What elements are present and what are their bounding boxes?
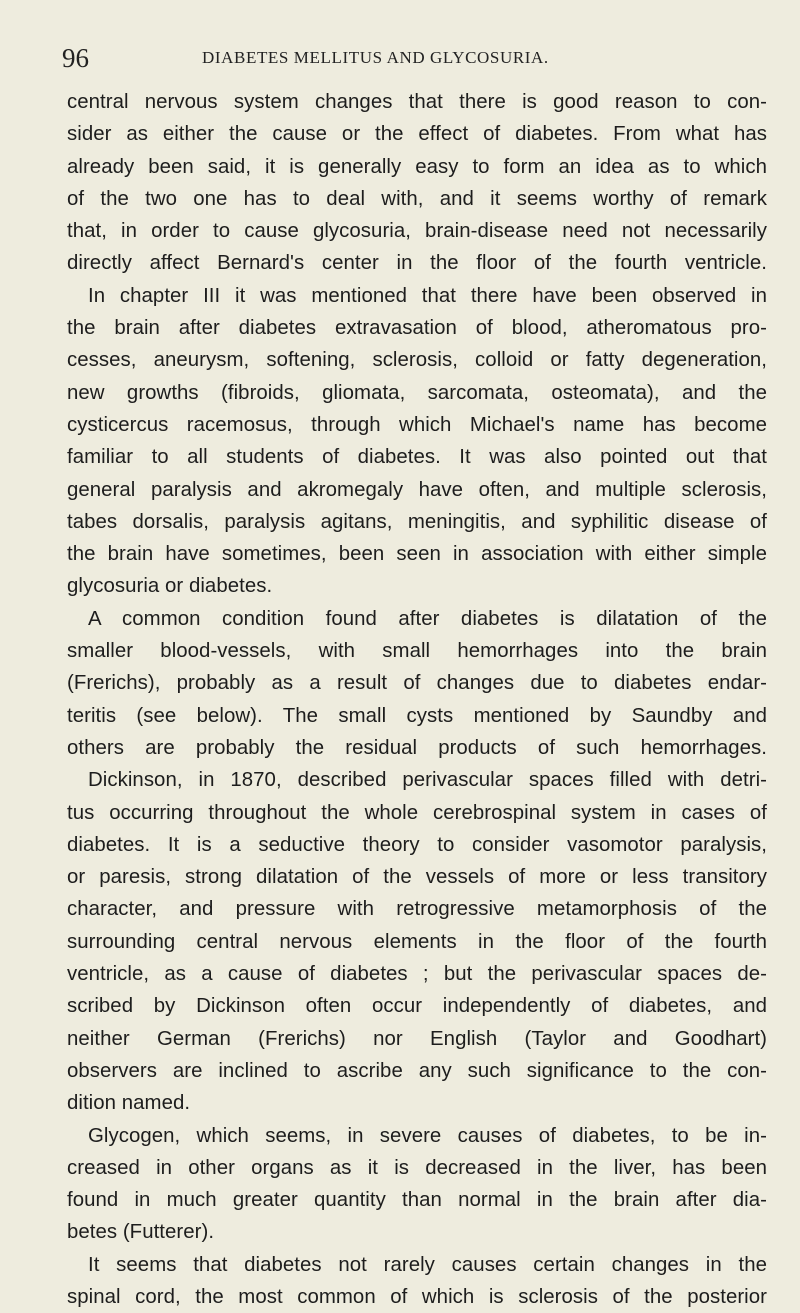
- text-line: that, in order to cause glycosuria, brain-disease need not necessarily: [67, 220, 767, 243]
- text-line: or paresis, strong dilatation of the vessels of more or less transitory: [67, 866, 767, 889]
- text-line: betes (Futterer).: [67, 1221, 215, 1244]
- page-number: 96: [62, 43, 89, 73]
- text-line: found in much greater quantity than normal in the brain after dia-: [67, 1189, 767, 1212]
- text-line: sider as either the cause or the effect of diabetes. From what has: [67, 123, 767, 146]
- text-line: observers are inclined to ascribe any such significance to the con-: [67, 1059, 767, 1082]
- text-line: diabetes. It is a seductive theory to consider vasomotor paralysis,: [67, 833, 767, 856]
- text-line: new growths (fibroids, gliomata, sarcomata, osteomata), and the: [67, 381, 767, 404]
- text-line: (Frerichs), probably as a result of changes due to diabetes endar-: [67, 672, 767, 695]
- body-text: [67, 86, 767, 1313]
- text-line: the brain have sometimes, been seen in association with either simple: [67, 543, 767, 566]
- text-line: tus occurring throughout the whole cerebrospinal system in cases of: [67, 801, 767, 824]
- text-line: the brain after diabetes extravasation of blood, atheromatous pro-: [67, 317, 767, 340]
- text-line: others are probably the residual products of such hemorrhages.: [67, 736, 767, 759]
- running-title: DIABETES MELLITUS AND GLYCOSURIA.: [202, 48, 549, 67]
- text-line: ventricle, as a cause of diabetes ; but the perivascular spaces de-: [67, 963, 767, 986]
- text-line: character, and pressure with retrogressive metamorphosis of the: [67, 898, 767, 921]
- text-line: dition named.: [67, 1092, 191, 1115]
- text-line: creased in other organs as it is decreased in the liver, has been: [67, 1156, 767, 1179]
- text-line: scribed by Dickinson often occur independently of diabetes, and: [67, 995, 767, 1018]
- text-line: Dickinson, in 1870, described perivascular spaces filled with detri-: [88, 769, 767, 792]
- text-line: spinal cord, the most common of which is sclerosis of the posterior: [67, 1285, 767, 1308]
- text-line: general paralysis and akromegaly have often, and multiple sclerosis,: [67, 478, 767, 501]
- text-line: A common condition found after diabetes is dilatation of the: [88, 607, 767, 630]
- text-line: teritis (see below). The small cysts mentioned by Saundby and: [67, 704, 767, 727]
- text-line: cysticercus racemosus, through which Michael's name has become: [67, 413, 767, 436]
- running-head: [62, 43, 762, 73]
- text-line: neither German (Frerichs) nor English (Taylor and Goodhart): [67, 1027, 767, 1050]
- text-line: surrounding central nervous elements in the floor of the fourth: [67, 930, 767, 953]
- text-line: already been said, it is generally easy to form an idea as to which: [67, 155, 767, 178]
- text-line: In chapter III it was mentioned that there have been observed in: [88, 284, 767, 307]
- text-line: central nervous system changes that there is good reason to con-: [67, 91, 767, 113]
- text-line: It seems that diabetes not rarely causes certain changes in the: [88, 1253, 767, 1276]
- text-line: directly affect Bernard's center in the floor of the fourth ventricle.: [67, 252, 767, 275]
- text-line: of the two one has to deal with, and it seems worthy of remark: [67, 187, 767, 210]
- text-line: cesses, aneurysm, softening, sclerosis, colloid or fatty degeneration,: [67, 349, 767, 372]
- text-line: smaller blood-vessels, with small hemorrhages into the brain: [67, 640, 767, 663]
- text-line: Glycogen, which seems, in severe causes of diabetes, to be in-: [88, 1124, 767, 1147]
- text-line: glycosuria or diabetes.: [67, 575, 273, 598]
- text-line: tabes dorsalis, paralysis agitans, meningitis, and syphilitic disease of: [67, 510, 767, 533]
- text-line: familiar to all students of diabetes. It was also pointed out that: [67, 446, 767, 469]
